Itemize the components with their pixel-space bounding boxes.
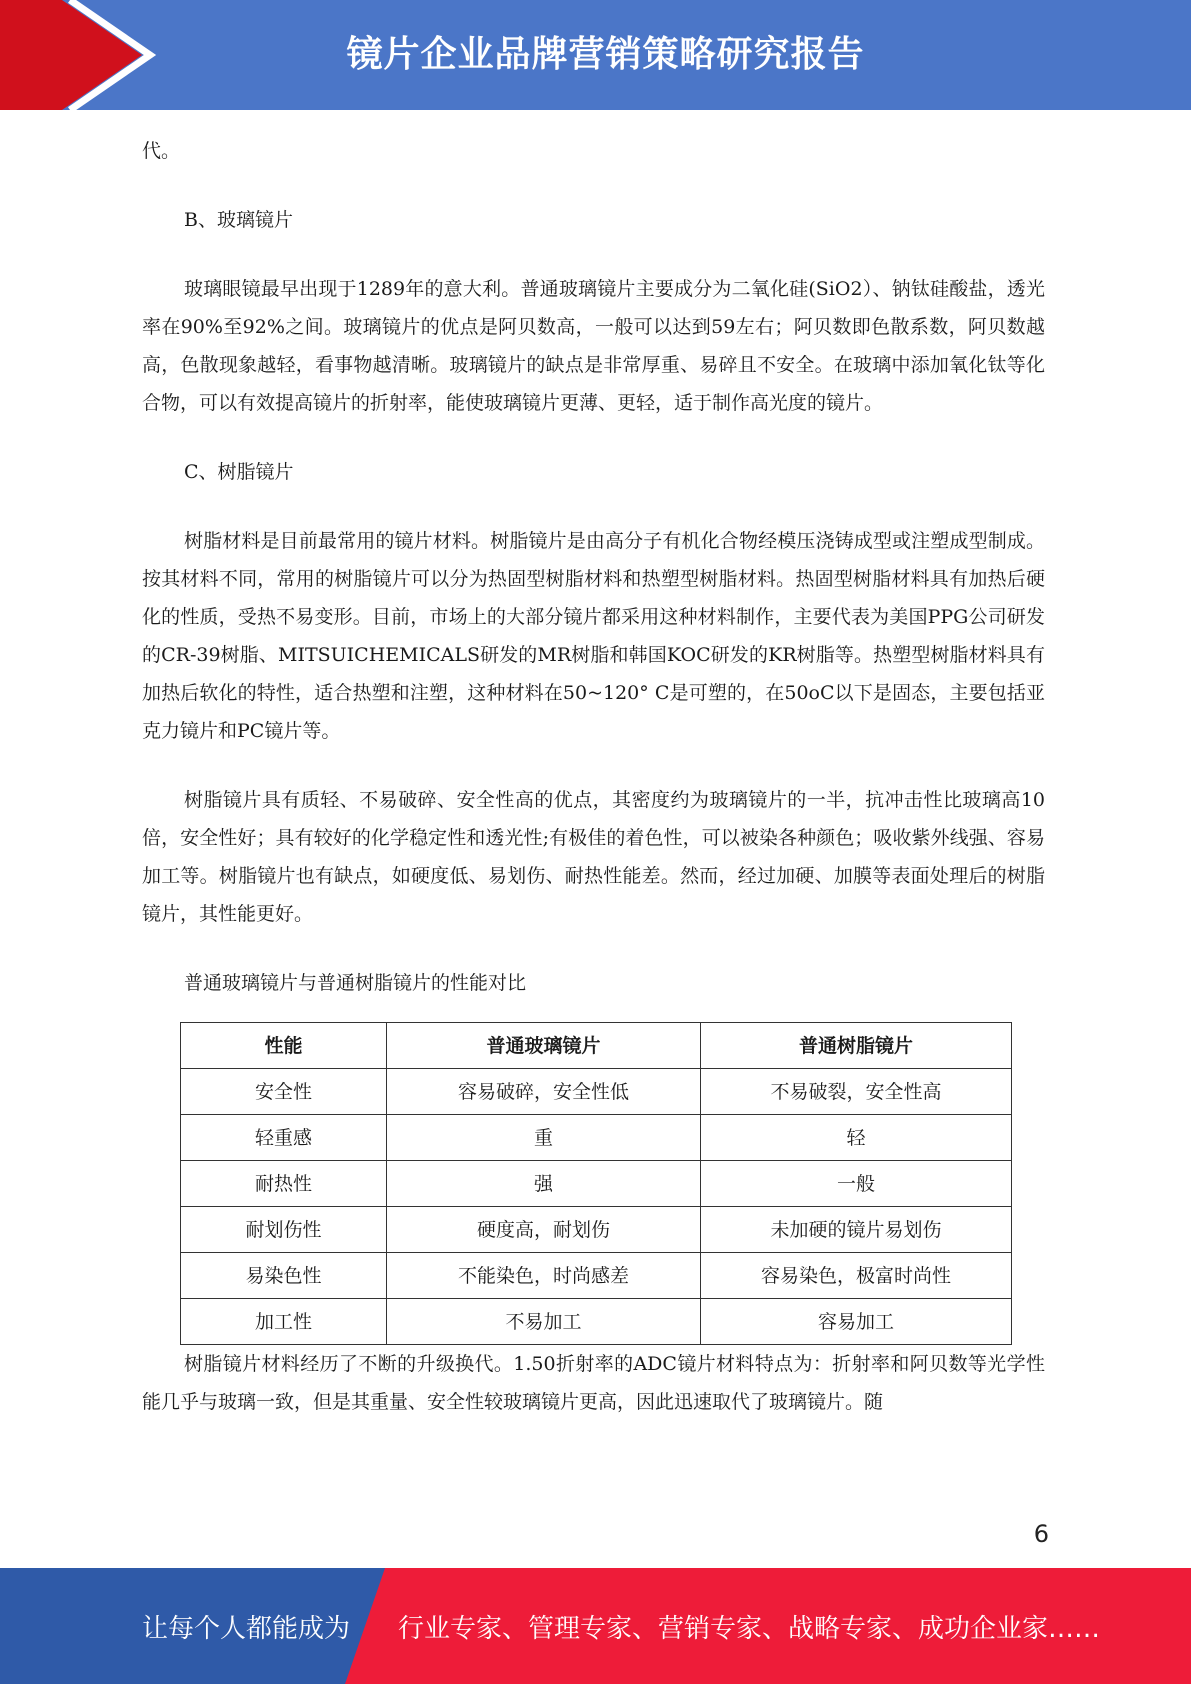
page-footer [0, 1568, 1191, 1684]
document-body [142, 132, 1045, 1421]
table-cell: 轻重感 [181, 1115, 387, 1161]
paragraph-continuation: 代。 [142, 140, 181, 162]
header-title: 镜片企业品牌营销策略研究报告 [346, 34, 865, 75]
table-header-row [181, 1023, 1012, 1069]
table-cell: 不易加工 [387, 1299, 701, 1345]
paragraph-resin-upgrade: 树脂镜片材料经历了不断的升级换代。1.50折射率的ADC镜片材料特点为：折射率和阿贝数等光学性能几乎与玻璃一致，但是其重量、安全性较玻璃镜片更高，因此迅速取代了玻璃镜片。随 [142, 1353, 1045, 1413]
table-header-cell: 普通树脂镜片 [701, 1023, 1012, 1069]
footer-slogan-left: 让每个人都能成为 [142, 1614, 351, 1644]
table-header-cell: 性能 [181, 1023, 387, 1069]
table-row [181, 1161, 1012, 1207]
section-heading-glass: B、玻璃镜片 [184, 209, 293, 231]
table-cell: 重 [387, 1115, 701, 1161]
table-cell: 轻 [701, 1115, 1012, 1161]
paragraph-resin-advantages: 树脂镜片具有质轻、不易破碎、安全性高的优点，其密度约为玻璃镜片的一半，抗冲击性比玻璃高10倍，安全性好；具有较好的化学稳定性和透光性;有极佳的着色性，可以被染各种颜色；吸收紫外线强、容易加工等。树脂镜片也有缺点，如硬度低、易划伤、耐热性能差。然而，经过加硬、加膜等表面处理后的树脂镜片，其性能更好。 [142, 789, 1045, 925]
table-cell: 耐划伤性 [181, 1207, 387, 1253]
footer-slogan-right: 行业专家、管理专家、营销专家、战略专家、成功企业家…… [398, 1614, 1101, 1644]
comparison-table [180, 1022, 1012, 1345]
table-row [181, 1299, 1012, 1345]
table-header-cell: 普通玻璃镜片 [387, 1023, 701, 1069]
page-number: 6 [1033, 1520, 1049, 1548]
table-caption: 普通玻璃镜片与普通树脂镜片的性能对比 [184, 972, 527, 994]
table-row [181, 1115, 1012, 1161]
section-heading-resin: C、树脂镜片 [184, 461, 294, 483]
table-cell: 安全性 [181, 1069, 387, 1115]
table-cell: 加工性 [181, 1299, 387, 1345]
table-cell: 耐热性 [181, 1161, 387, 1207]
paragraph-glass-lens: 玻璃眼镜最早出现于1289年的意大利。普通玻璃镜片主要成分为二氧化硅(SiO2）、钠钛硅酸盐，透光率在90%至92%之间。玻璃镜片的优点是阿贝数高，一般可以达到59左右；阿贝数即色散系数，阿贝数越高，色散现象越轻，看事物越清晰。玻璃镜片的缺点是非常厚重、易碎且不安全。在玻璃中添加氧化钛等化合物，可以有效提高镜片的折射率，能使玻璃镜片更薄、更轻，适于制作高光度的镜片。 [142, 278, 1045, 414]
table-cell: 未加硬的镜片易划伤 [701, 1207, 1012, 1253]
table-cell: 容易破碎，安全性低 [387, 1069, 701, 1115]
table-cell: 不易破裂，安全性高 [701, 1069, 1012, 1115]
page-header [0, 0, 1191, 110]
table-cell: 硬度高，耐划伤 [387, 1207, 701, 1253]
table-cell: 不能染色，时尚感差 [387, 1253, 701, 1299]
table-cell: 容易加工 [701, 1299, 1012, 1345]
table-row [181, 1069, 1012, 1115]
paragraph-resin-lens: 树脂材料是目前最常用的镜片材料。树脂镜片是由高分子有机化合物经模压浇铸成型或注塑成型制成。按其材料不同，常用的树脂镜片可以分为热固型树脂材料和热塑型树脂材料。热固型树脂材料具有加热后硬化的性质，受热不易变形。目前，市场上的大部分镜片都采用这种材料制作，主要代表为美国PPG公司研发的CR-39树脂、MITSUICHEMICALS研发的MR树脂和韩国KOC研发的KR树脂等。热塑型树脂材料具有加热后软化的特性，适合热塑和注塑，这种材料在50~120° C是可塑的，在50oC以下是固态，主要包括亚克力镜片和PC镜片等。 [142, 530, 1045, 742]
table-row [181, 1207, 1012, 1253]
table-cell: 易染色性 [181, 1253, 387, 1299]
table-row [181, 1253, 1012, 1299]
table-cell: 强 [387, 1161, 701, 1207]
table-cell: 容易染色，极富时尚性 [701, 1253, 1012, 1299]
table-cell: 一般 [701, 1161, 1012, 1207]
